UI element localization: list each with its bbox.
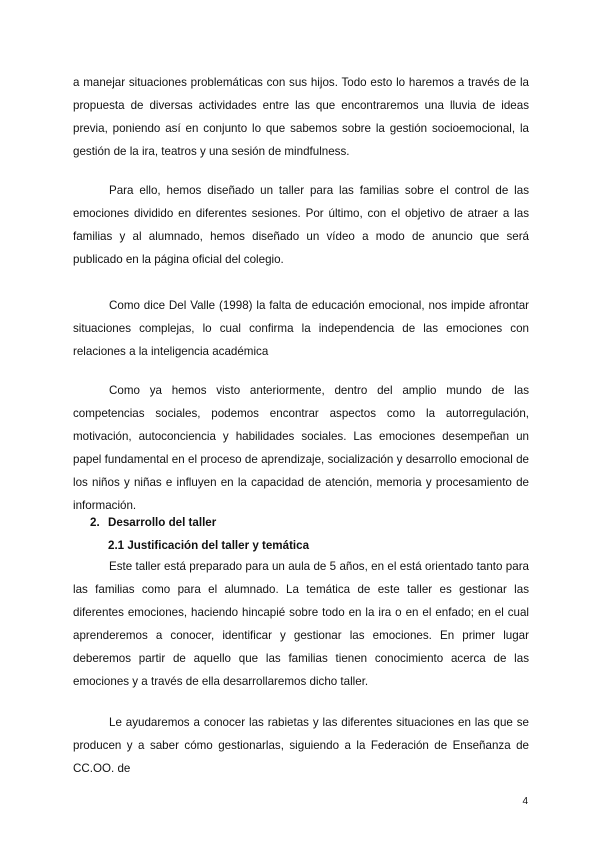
subsection-heading: 2.1 Justificación del taller y temática <box>108 539 310 552</box>
paragraph-3-block <box>73 294 529 363</box>
paragraph-2-block <box>73 179 529 271</box>
paragraph-6: Le ayudaremos a conocer las rabietas y las diferentes situaciones en las que se producen y a saber cómo gestionarlas, siguiendo a la Federación de Enseñanza de CC.OO. de <box>73 716 529 776</box>
paragraph-intro-block <box>73 71 529 163</box>
paragraph-1: a manejar situaciones problemáticas con sus hijos. Todo esto lo haremos a través de la propuesta de diversas actividades entre las que encontraremos una lluvia de ideas previa, poniendo así en conjunto lo que sabemos sobre la gestión socioemocional, la gestión de la ira, teatros y una sesión de mindfulness. <box>73 76 529 159</box>
section-title: Desarrollo del taller <box>108 516 217 529</box>
paragraph-4-block <box>73 379 529 518</box>
paragraph-5-block <box>73 555 529 694</box>
paragraph-5: Este taller está preparado para un aula de 5 años, en el está orientado tanto para las familias como para el alumnado. La temática de este taller es gestionar las diferentes emociones, haciendo hincapié sobre todo en la ira o en el enfado; en el cual aprenderemos a conocer, identificar y gestionar las emociones. En primer lugar deberemos partir de aquello que las familias tienen conocimiento acerca de las emociones y a través de ella desarrollaremos dicho taller. <box>73 560 529 689</box>
paragraph-2: Para ello, hemos diseñado un taller para las familias sobre el control de las emociones dividido en diferentes sesiones. Por último, con el objetivo de atraer a las familias y al alumnado, hemos diseñado un vídeo a modo de anuncio que será publicado en la página oficial del colegio. <box>73 184 529 267</box>
paragraph-6-block <box>73 711 529 780</box>
paragraph-4: Como ya hemos visto anteriormente, dentro del amplio mundo de las competencias sociales, podemos encontrar aspectos como la autorregulación, motivación, autoconciencia y habilidades sociales. Las emociones desempeñan un papel fundamental en el proceso de aprendizaje, socialización y desarrollo emocional de los niños y niñas e influyen en la capacidad de atención, memoria y procesamiento de información. <box>73 384 529 513</box>
section-number: 2. <box>90 516 100 529</box>
paragraph-3: Como dice Del Valle (1998) la falta de educación emocional, nos impide afrontar situaciones complejas, lo cual confirma la independencia de las emociones con relaciones a la inteligencia académica <box>73 299 529 359</box>
section-heading <box>90 513 216 533</box>
page-number: 4 <box>522 796 528 807</box>
